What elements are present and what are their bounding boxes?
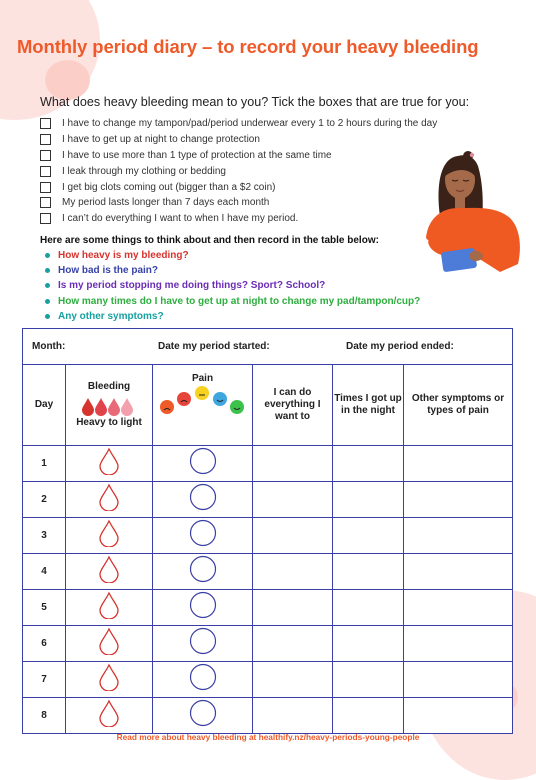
bullet bbox=[45, 253, 50, 258]
day-number: 2 bbox=[23, 482, 66, 518]
pain-circle-icon[interactable] bbox=[189, 627, 217, 655]
checklist-item-label: I leak through my clothing or bedding bbox=[62, 165, 226, 177]
table-row bbox=[23, 590, 513, 626]
pain-circle-icon[interactable] bbox=[189, 591, 217, 619]
bleeding-cell[interactable] bbox=[66, 482, 153, 518]
pain-cell[interactable] bbox=[153, 590, 253, 626]
pain-cell[interactable] bbox=[153, 482, 253, 518]
blood-drop-icon[interactable] bbox=[98, 699, 120, 727]
table-header-row bbox=[23, 365, 513, 446]
blood-drop-icon[interactable] bbox=[98, 663, 120, 691]
col-header-times bbox=[333, 365, 404, 446]
day-number: 1 bbox=[23, 446, 66, 482]
prompt-item bbox=[45, 309, 420, 324]
checklist-item[interactable] bbox=[40, 211, 437, 227]
footer-link[interactable]: Read more about heavy bleeding at healthify.nz/heavy-periods-young-people bbox=[116, 732, 420, 742]
times-cell[interactable] bbox=[333, 626, 404, 662]
checklist-item-label: I get big clots coming out (bigger than a $2 coin) bbox=[62, 181, 276, 193]
col-header-other-label: Other symptoms or types of pain bbox=[411, 393, 505, 416]
everything-cell[interactable] bbox=[253, 554, 333, 590]
col-header-day-label: Day bbox=[34, 399, 54, 410]
month-row bbox=[23, 329, 513, 365]
checkbox[interactable] bbox=[40, 197, 51, 208]
blood-drop-icon[interactable] bbox=[98, 591, 120, 619]
prompt-text: How bad is the pain? bbox=[58, 265, 159, 277]
month-label: Month: bbox=[32, 341, 66, 352]
period-diary-table bbox=[22, 328, 513, 734]
checklist-item[interactable] bbox=[40, 163, 437, 179]
bullet bbox=[45, 268, 50, 273]
pain-cell[interactable] bbox=[153, 698, 253, 734]
prompt-item bbox=[45, 294, 420, 309]
pain-circle-icon[interactable] bbox=[189, 699, 217, 727]
day-number: 5 bbox=[23, 590, 66, 626]
pain-faces-scale-icon bbox=[158, 385, 248, 421]
pain-circle-icon[interactable] bbox=[189, 663, 217, 691]
col-header-other bbox=[404, 365, 513, 446]
day-number: 6 bbox=[23, 626, 66, 662]
checkbox[interactable] bbox=[40, 166, 51, 177]
checkbox[interactable] bbox=[40, 150, 51, 161]
other-symptoms-cell[interactable] bbox=[404, 662, 513, 698]
prompt-text: How many times do I have to get up at night to change my pad/tampon/cup? bbox=[58, 295, 421, 307]
checklist-item-label: I have to change my tampon/pad/period underwear every 1 to 2 hours during the day bbox=[62, 118, 438, 130]
col-header-pain-label: Pain bbox=[191, 373, 214, 384]
times-cell[interactable] bbox=[333, 446, 404, 482]
times-cell[interactable] bbox=[333, 590, 404, 626]
times-cell[interactable] bbox=[333, 698, 404, 734]
blood-drops-scale-icon bbox=[81, 396, 137, 416]
girl-with-tablet-illustration bbox=[418, 146, 524, 276]
pain-cell[interactable] bbox=[153, 554, 253, 590]
checkbox[interactable] bbox=[40, 134, 51, 145]
pain-cell[interactable] bbox=[153, 662, 253, 698]
col-header-pain bbox=[153, 365, 253, 446]
heavy-bleeding-checklist bbox=[40, 116, 437, 227]
question-text: What does heavy bleeding mean to you? Tick the boxes that are true for you: bbox=[40, 95, 470, 109]
day-number: 3 bbox=[23, 518, 66, 554]
pain-circle-icon[interactable] bbox=[189, 555, 217, 583]
table-row bbox=[23, 554, 513, 590]
times-cell[interactable] bbox=[333, 482, 404, 518]
bleeding-cell[interactable] bbox=[66, 662, 153, 698]
bleeding-cell[interactable] bbox=[66, 446, 153, 482]
month-cell[interactable] bbox=[23, 329, 513, 365]
table-row bbox=[23, 662, 513, 698]
other-symptoms-cell[interactable] bbox=[404, 518, 513, 554]
day-number: 4 bbox=[23, 554, 66, 590]
everything-cell[interactable] bbox=[253, 698, 333, 734]
prompt-text: Any other symptoms? bbox=[58, 310, 164, 322]
prompt-text: Is my period stopping me doing things? Sport? School? bbox=[58, 280, 326, 292]
period-started-label: Date my period started: bbox=[158, 341, 270, 352]
other-symptoms-cell[interactable] bbox=[404, 626, 513, 662]
pain-cell[interactable] bbox=[153, 518, 253, 554]
everything-cell[interactable] bbox=[253, 482, 333, 518]
prompt-text: How heavy is my bleeding? bbox=[58, 250, 189, 262]
blood-drop-icon[interactable] bbox=[98, 627, 120, 655]
pain-cell[interactable] bbox=[153, 626, 253, 662]
col-header-bleeding bbox=[66, 365, 153, 446]
table-row bbox=[23, 482, 513, 518]
other-symptoms-cell[interactable] bbox=[404, 590, 513, 626]
other-symptoms-cell[interactable] bbox=[404, 482, 513, 518]
prompt-item bbox=[45, 278, 420, 293]
day-number: 7 bbox=[23, 662, 66, 698]
checkbox[interactable] bbox=[40, 182, 51, 193]
times-cell[interactable] bbox=[333, 554, 404, 590]
other-symptoms-cell[interactable] bbox=[404, 446, 513, 482]
page-title: Monthly period diary – to record your heavy bleeding bbox=[17, 36, 479, 57]
table-row bbox=[23, 698, 513, 734]
bleeding-cell[interactable] bbox=[66, 590, 153, 626]
pain-cell[interactable] bbox=[153, 446, 253, 482]
bleeding-cell[interactable] bbox=[66, 698, 153, 734]
checklist-item[interactable] bbox=[40, 148, 437, 164]
blood-drop-icon[interactable] bbox=[98, 447, 120, 475]
checklist-item-label: I can’t do everything I want to when I have my period. bbox=[62, 213, 299, 225]
table-row bbox=[23, 626, 513, 662]
blood-drop-icon[interactable] bbox=[98, 555, 120, 583]
bleeding-cell[interactable] bbox=[66, 554, 153, 590]
pain-circle-icon[interactable] bbox=[189, 483, 217, 511]
diary-rows bbox=[23, 446, 513, 734]
everything-cell[interactable] bbox=[253, 662, 333, 698]
checklist-item-label: I have to use more than 1 type of protection at the same time bbox=[62, 149, 332, 161]
prompt-item bbox=[45, 263, 420, 278]
times-cell[interactable] bbox=[333, 518, 404, 554]
everything-cell[interactable] bbox=[253, 590, 333, 626]
everything-cell[interactable] bbox=[253, 446, 333, 482]
checklist-item[interactable] bbox=[40, 195, 437, 211]
checkbox[interactable] bbox=[40, 118, 51, 129]
col-header-bleeding-label: Bleeding bbox=[87, 381, 131, 392]
day-number: 8 bbox=[23, 698, 66, 734]
blood-drop-icon[interactable] bbox=[98, 519, 120, 547]
pain-circle-icon[interactable] bbox=[189, 447, 217, 475]
times-cell[interactable] bbox=[333, 662, 404, 698]
bleeding-cell[interactable] bbox=[66, 626, 153, 662]
table-row bbox=[23, 446, 513, 482]
checkbox[interactable] bbox=[40, 213, 51, 224]
col-header-everything-label: I can do everything I want to bbox=[264, 387, 321, 422]
blood-drop-icon[interactable] bbox=[98, 483, 120, 511]
table-row bbox=[23, 518, 513, 554]
checklist-item[interactable] bbox=[40, 179, 437, 195]
bullet bbox=[45, 299, 50, 304]
checklist-item[interactable] bbox=[40, 132, 437, 148]
other-symptoms-cell[interactable] bbox=[404, 698, 513, 734]
bleeding-cell[interactable] bbox=[66, 518, 153, 554]
checklist-item-label: My period lasts longer than 7 days each month bbox=[62, 197, 270, 209]
col-header-times-label: Times I got up in the night bbox=[334, 393, 402, 416]
think-about-list bbox=[45, 248, 420, 324]
col-header-bleeding-sub: Heavy to light bbox=[76, 417, 142, 428]
bullet bbox=[45, 283, 50, 288]
col-header-everything bbox=[253, 365, 333, 446]
bullet bbox=[45, 314, 50, 319]
checklist-item[interactable] bbox=[40, 116, 437, 132]
period-ended-label: Date my period ended: bbox=[346, 341, 454, 352]
col-header-day bbox=[23, 365, 66, 446]
prompt-item bbox=[45, 248, 420, 263]
everything-cell[interactable] bbox=[253, 518, 333, 554]
pain-circle-icon[interactable] bbox=[189, 519, 217, 547]
everything-cell[interactable] bbox=[253, 626, 333, 662]
other-symptoms-cell[interactable] bbox=[404, 554, 513, 590]
think-about-heading: Here are some things to think about and then record in the table below: bbox=[40, 235, 379, 246]
background-blob-top-left-small bbox=[45, 60, 90, 100]
checklist-item-label: I have to get up at night to change protection bbox=[62, 134, 260, 146]
